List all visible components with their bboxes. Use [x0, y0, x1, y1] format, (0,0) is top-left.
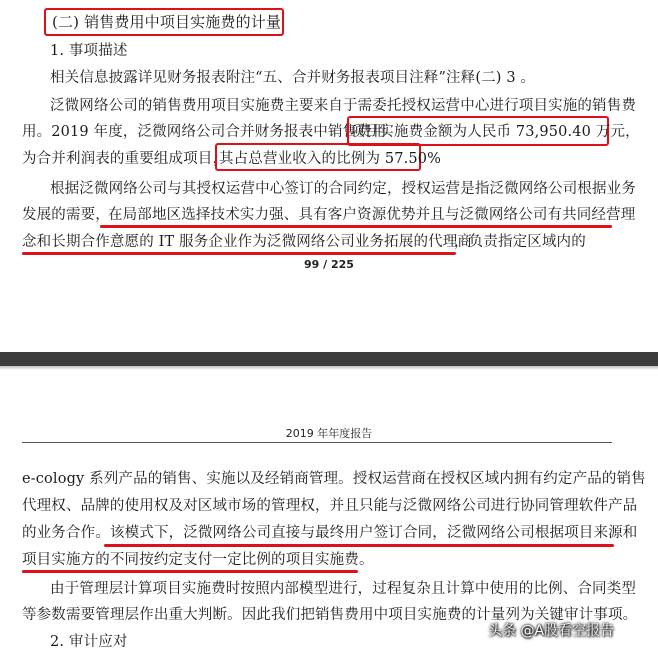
- implementation-fee-amount: 项目实施费金额为人民币 73,950.40 万元，: [350, 124, 640, 140]
- paragraph-line: 的业务合作。: [22, 525, 110, 541]
- watermark: 头条 @A股看空报告: [488, 623, 615, 639]
- underline-mark: [22, 570, 358, 573]
- page-separator: [0, 352, 658, 366]
- item2-heading: 2. 审计应对: [50, 634, 128, 650]
- section-title: (二) 销售费用中项目实施费的计量: [52, 13, 282, 31]
- agent-definition-underlined: 念和长期合作意愿的 IT 服务企业作为泛微网络公司业务拓展的代理商: [22, 234, 473, 250]
- underline-mark: [22, 252, 456, 255]
- paragraph-line: 为合并利润表的重要组成项目，: [22, 151, 228, 167]
- paragraph-line: 发展的需要，: [22, 207, 110, 223]
- item1-heading: 1. 事项描述: [50, 43, 128, 59]
- paragraph-disclosure: 相关信息披露详见财务报表附注“五、合并财务报表项目注释”注释(二) 3 。: [50, 70, 536, 86]
- paragraph-line: 由于管理层计算项目实施费时按照内部模型进行，过程复杂且计算中使用的比例、合同类型: [50, 581, 636, 597]
- paragraph-line: 等参数需要管理层作出重大判断。因此我们把销售费用中项目实施费的计量列为关键审计事项。: [22, 607, 638, 623]
- business-model-underlined: 该模式下，泛微网络公司直接与最终用户签订合同，泛微网络公司根据项目来源和: [110, 525, 638, 541]
- business-model-underlined: 项目实施方的不同按约定支付一定比例的项目实施费。: [22, 552, 374, 568]
- paragraph-line: 根据泛微网络公司与其授权运营中心签订的合同约定，授权运营是指泛微网络公司根据业务: [50, 181, 636, 197]
- underline-mark: [100, 225, 612, 228]
- paragraph-line: e-cology 系列产品的销售、实施以及经销商管理。授权运营商在授权区域内拥有约定产品的销售: [22, 471, 646, 487]
- paragraph-line: 代理权、品牌的使用权及对区域市场的管理权，并且只能与泛微网络公司进行协同管理软件产品: [22, 498, 638, 514]
- underline-mark: [104, 544, 614, 547]
- paragraph-line: ，负责指定区域内的: [454, 234, 586, 250]
- revenue-ratio: 其占总营业收入的比例为 57.50%: [219, 151, 442, 167]
- document-page-top: [0, 0, 658, 278]
- paragraph-line: 用。2019 年度，泛微网络公司合并财务报表中销售费用: [22, 124, 387, 140]
- report-header: 2019 年年度报告: [285, 427, 373, 440]
- agent-definition-underlined: 在局部地区选择技术实力强、具有客户资源优势并且与泛微网络公司有共同经营理: [108, 207, 636, 223]
- header-rule: [22, 442, 612, 443]
- page-number: 99 / 225: [304, 258, 354, 271]
- paragraph-line: 泛微网络公司的销售费用项目实施费主要来自于需委托授权运营中心进行项目实施的销售费: [50, 98, 636, 114]
